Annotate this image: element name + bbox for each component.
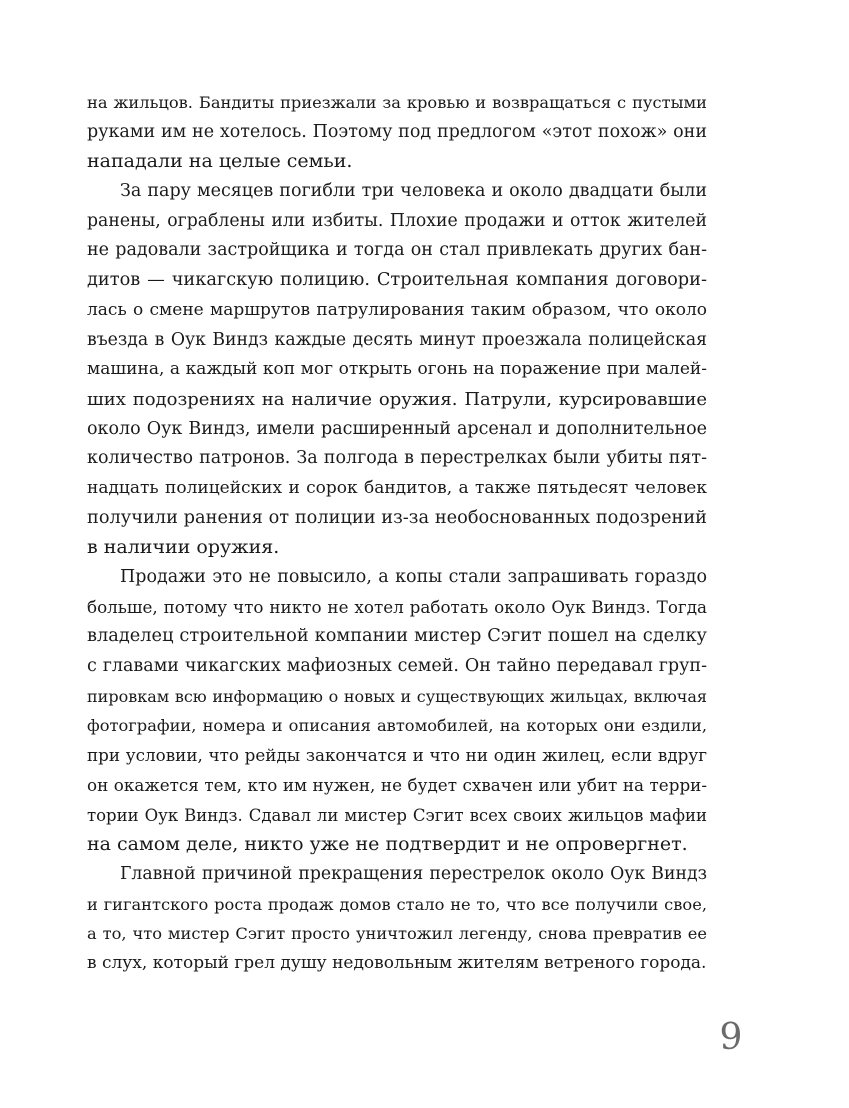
text-line: не радовали застройщика и тогда он стал привлекать других бан-	[87, 240, 707, 261]
text-line: при условии, что рейды закончатся и что ни один жилец, если вдруг	[87, 745, 707, 766]
text-line: пировкам всю информацию о новых и существующих жильцах, включая	[87, 686, 707, 706]
page-number: 9	[719, 1017, 743, 1058]
text-line: а то, что мистер Сэгит просто уничтожил легенду, снова превратив ее	[87, 924, 707, 944]
text-line: владелец строительной компании мистер Сэгит пошел на сделку	[87, 626, 707, 647]
text-line: машина, а каждый коп мог открыть огонь на поражение при малей-	[87, 359, 707, 380]
text-line: тории Оук Виндз. Сдавал ли мистер Сэгит всех своих жильцов мафии	[87, 805, 707, 825]
text-line: Продажи это не повысило, а копы стали запрашивать гораздо	[120, 567, 707, 587]
text-line: фотографии, номера и описания автомобилей, на которых они ездили,	[87, 716, 707, 736]
text-line: лась о смене маршрутов патрулирования таким образом, что около	[87, 299, 707, 320]
text-line: больше, потому что никто не хотел работать около Оук Виндз. Тогда	[87, 596, 707, 617]
body-text	[87, 88, 707, 979]
text-line: с главами чикагских мафиозных семей. Он тайно передавал груп-	[87, 656, 707, 677]
text-line: в слух, который грел душу недовольным жителям ветреного города.	[87, 952, 707, 973]
paragraph	[87, 563, 707, 860]
paragraph	[87, 860, 707, 979]
text-line: он окажется тем, кто им нужен, не будет схвачен или убит на терри-	[87, 774, 707, 795]
text-line: ших подозрениях на наличие оружия. Патрули, курсировавшие	[87, 388, 707, 410]
text-line: руками им не хотелось. Поэтому под предлогом «этот похож» они	[87, 121, 707, 142]
text-line: ранены, ограблены или избиты. Плохие продажи и отток жителей	[87, 210, 707, 231]
text-line: около Оук Виндз, имели расширенный арсенал и дополнительное	[87, 418, 707, 439]
text-line: надцать полицейских и сорок бандитов, а также пятьдесят человек	[87, 477, 707, 498]
text-line: нападали на целые семьи.	[87, 150, 353, 173]
paragraph	[87, 88, 707, 177]
paragraph	[87, 177, 707, 563]
text-line: За пару месяцев погибли три человека и около двадцати были	[120, 181, 707, 202]
text-line: и гигантского роста продаж домов стало не то, что все получили свое,	[87, 894, 707, 914]
text-line: в наличии оружия.	[87, 536, 280, 559]
text-line: на жильцов. Бандиты приезжали за кровью и возвращаться с пустыми	[87, 93, 707, 112]
text-line: въезда в Оук Виндз каждые десять минут проезжала полицейская	[87, 329, 707, 350]
text-line: получили ранения от полиции из-за необоснованных подозрений	[87, 507, 707, 528]
text-line: на самом деле, никто уже не подтвердит и не опровергнет.	[87, 833, 688, 856]
text-line: дитов — чикагскую полицию. Строительная компания договори-	[87, 270, 707, 291]
text-line: Главной причиной прекращения перестрелок около Оук Виндз	[120, 863, 707, 884]
text-line: количество патронов. За полгода в перестрелках были убиты пят-	[87, 448, 707, 469]
